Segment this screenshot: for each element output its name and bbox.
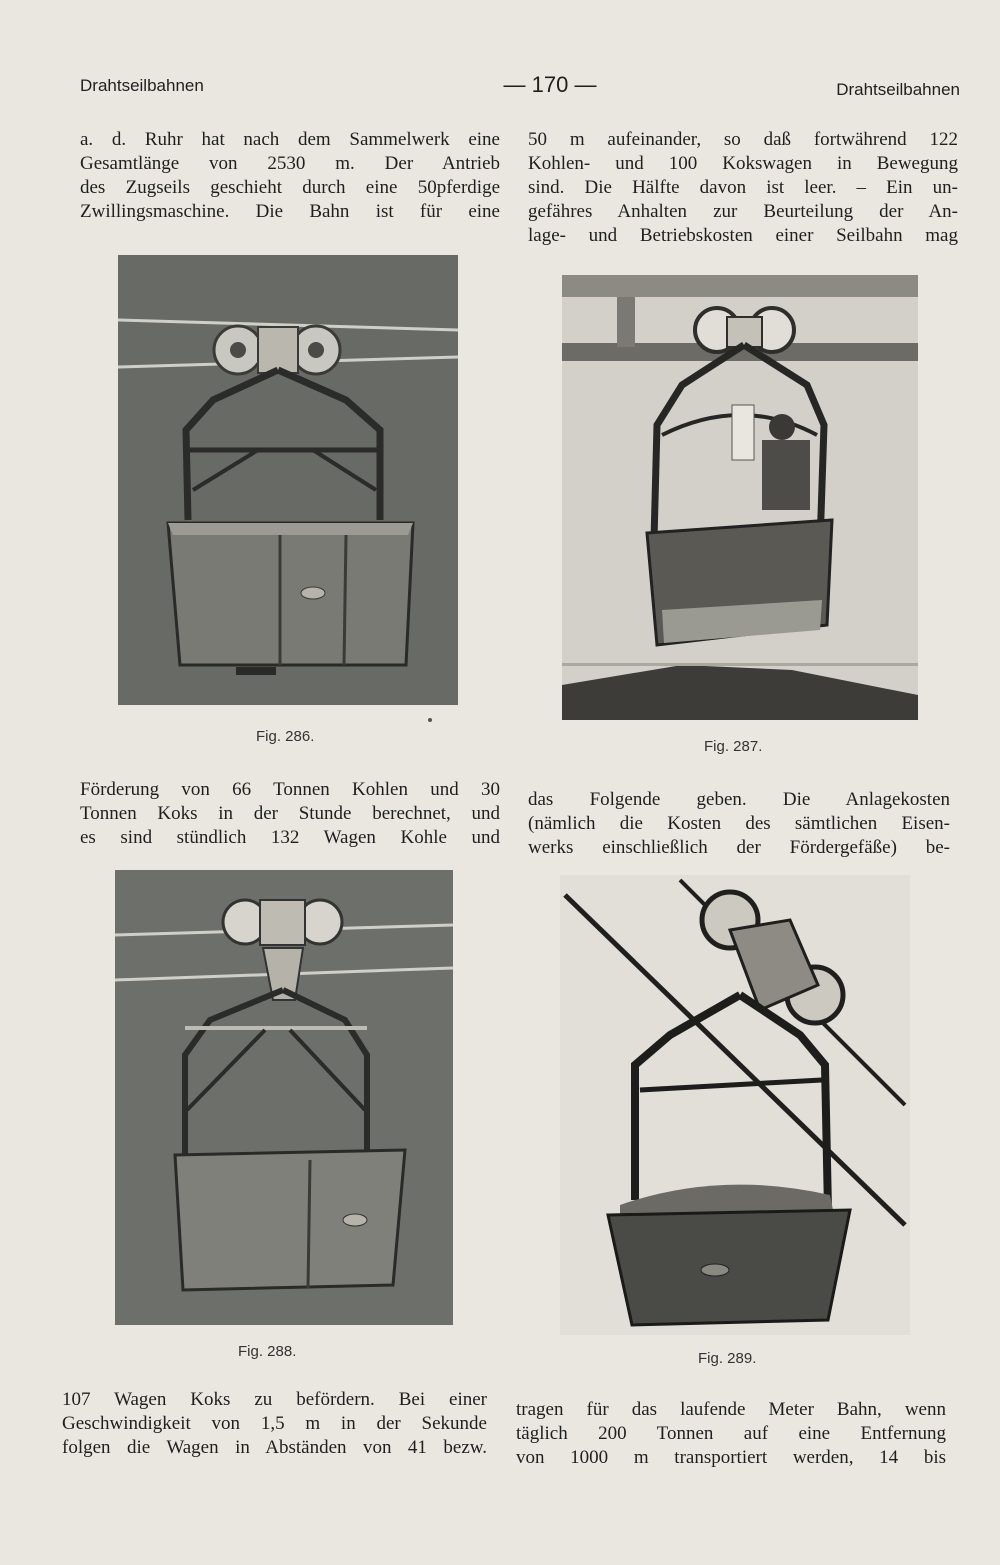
tipping-bucket-illustration <box>562 275 918 720</box>
paragraph-3-right-column <box>516 1398 946 1470</box>
text-line: (nämlich die Kosten des sämtlichen Eisen- <box>528 813 950 834</box>
header-title-right: Drahtseilbahnen <box>836 80 960 99</box>
text-line: Kohlen- und 100 Kokswagen in Bewegung <box>528 153 958 174</box>
text-line: Geschwindigkeit von 1,5 m in der Sekunde <box>62 1413 487 1434</box>
page-number: — 170 — <box>503 72 597 97</box>
text-line: Förderung von 66 Tonnen Kohlen und 30 <box>80 779 500 800</box>
text-line: gefähres Anhalten zur Beurteilung der An- <box>528 201 958 222</box>
text-line: 107 Wagen Koks zu befördern. Bei einer <box>62 1389 487 1410</box>
figure-288-caption: Fig. 288. <box>238 1343 297 1360</box>
paragraph-1-right-column <box>528 128 958 248</box>
suspended-bucket-illustration <box>118 255 458 705</box>
paragraph-1-left-column <box>80 128 500 224</box>
text-line: es sind stündlich 132 Wagen Kohle und <box>80 827 500 848</box>
figure-287-caption: Fig. 287. <box>704 738 763 755</box>
closed-bucket-illustration <box>115 870 453 1325</box>
text-line: tragen für das laufende Meter Bahn, wenn <box>516 1399 946 1420</box>
paragraph-3-left-column <box>62 1388 487 1460</box>
inclined-rope-bucket-illustration <box>560 875 910 1335</box>
header-title-left: Drahtseilbahnen <box>80 76 204 95</box>
paragraph-2-left-column <box>80 778 500 850</box>
text-line: von 1000 m transportiert werden, 14 bis <box>516 1447 946 1468</box>
figure-289-photo <box>560 875 910 1335</box>
text-line: das Folgende geben. Die Anlagekosten <box>528 789 950 810</box>
figure-289-caption: Fig. 289. <box>698 1350 757 1367</box>
figure-286-photo <box>118 255 458 705</box>
text-line: täglich 200 Tonnen auf eine Entfernung <box>516 1423 946 1444</box>
figure-287-photo <box>562 275 918 720</box>
text-line: Gesamtlänge von 2530 m. Der Antrieb <box>80 153 500 174</box>
print-speck <box>428 718 432 722</box>
paragraph-2-right-column <box>528 788 950 860</box>
text-line: Tonnen Koks in der Stunde berechnet, und <box>80 803 500 824</box>
text-line: sind. Die Hälfte davon ist leer. – Ein un- <box>528 177 958 198</box>
text-line: Zwillingsmaschine. Die Bahn ist für eine <box>80 201 500 222</box>
text-line: 50 m aufeinander, so daß fortwährend 122 <box>528 129 958 150</box>
running-header <box>80 72 960 106</box>
figure-288-photo <box>115 870 453 1325</box>
text-line: a. d. Ruhr hat nach dem Sammelwerk eine <box>80 129 500 150</box>
text-line: werks einschließlich der Fördergefäße) be- <box>528 837 950 858</box>
text-line: des Zugseils geschieht durch eine 50pferdige <box>80 177 500 198</box>
text-line: lage- und Betriebskosten einer Seilbahn mag <box>528 225 958 246</box>
text-line: folgen die Wagen in Abständen von 41 bezw. <box>62 1437 487 1458</box>
figure-286-caption: Fig. 286. <box>256 728 315 745</box>
